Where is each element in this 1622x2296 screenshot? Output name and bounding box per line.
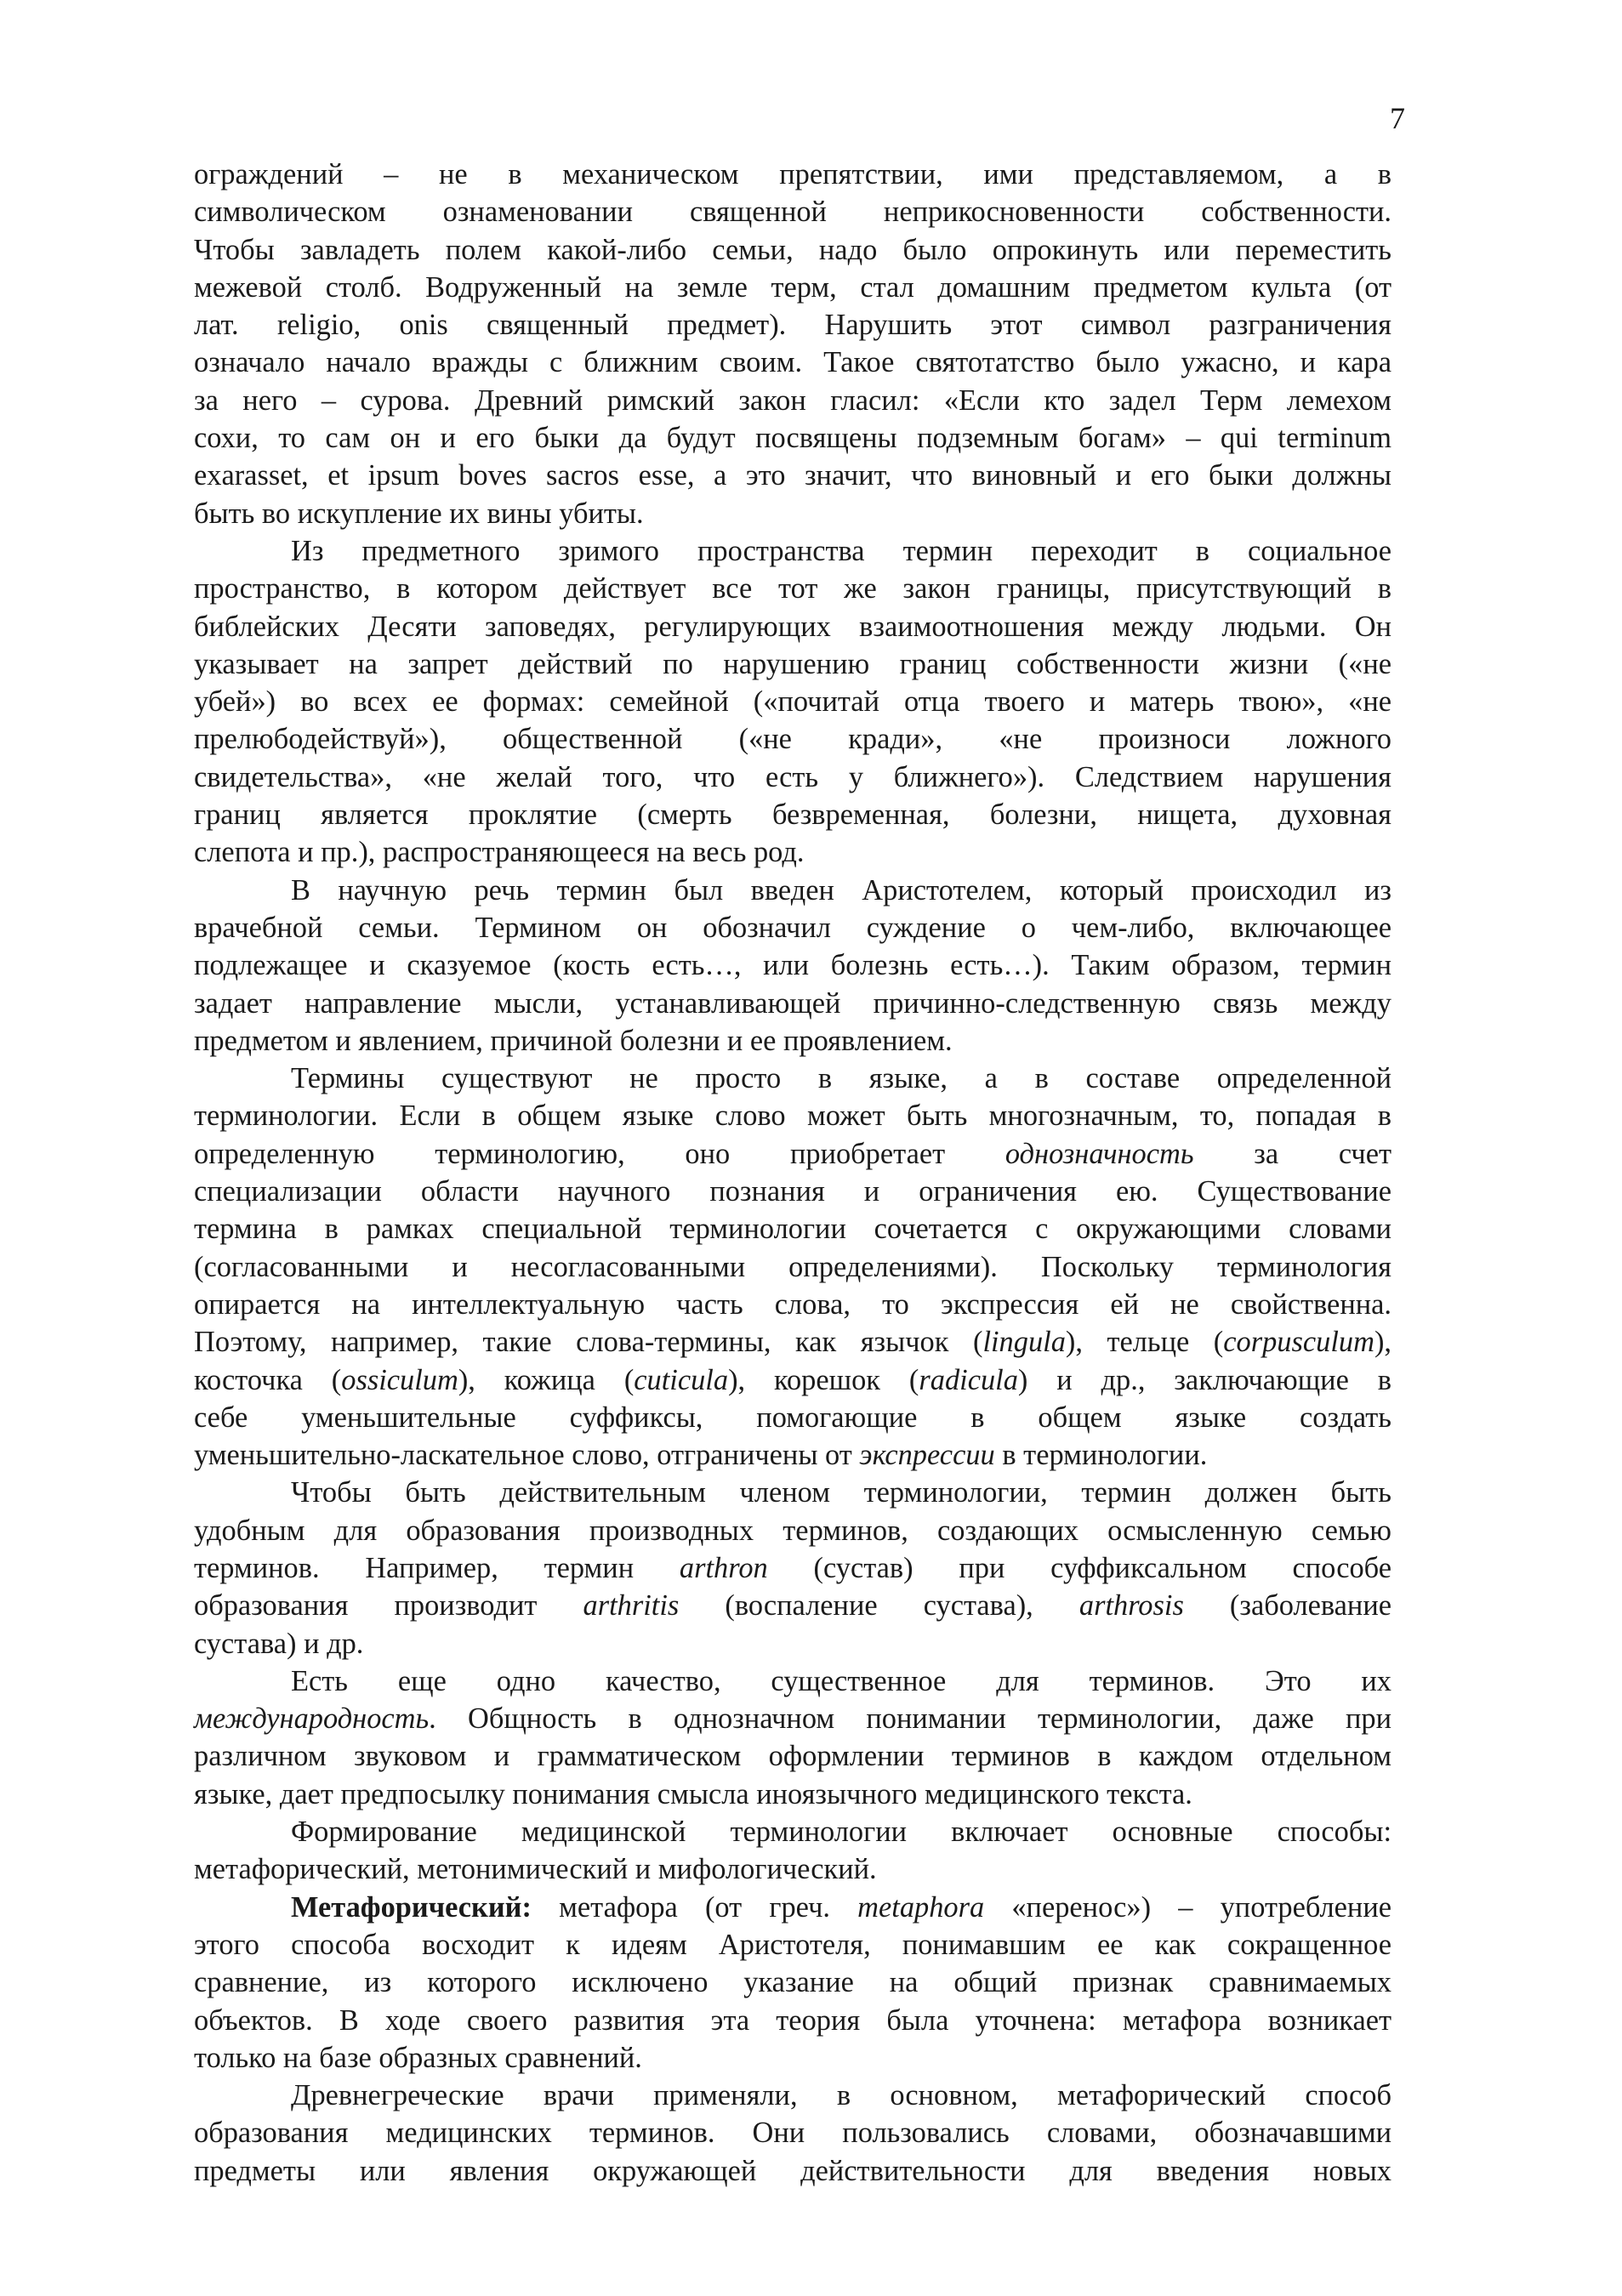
text-run: образования производит	[194, 1589, 583, 1623]
text-line: лат. religio, onis священный предмет). Нарушить этот символ разграничения	[194, 309, 1392, 342]
text-line: Есть еще одно качество, существенное для терминов. Это их	[291, 1664, 1392, 1697]
text-run: «перенос») – употребление	[984, 1890, 1392, 1924]
text-line: опирается на интеллектуальную часть слова, то экспрессия ей не свойственна.	[194, 1287, 1392, 1321]
text-line: терминологии. Если в общем языке слово может быть многозначным, то, попадая в	[194, 1100, 1392, 1133]
text-run: в терминологии.	[994, 1439, 1208, 1472]
text-line: сустава) и др.	[194, 1627, 364, 1660]
text-line	[194, 1361, 1392, 1399]
text-line: библейских Десяти заповедях, регулирующих взаимоотношения между людьми. Он	[194, 610, 1392, 643]
text-line: сохи, то сам он и его быки да будут посвящены подземным богам» – qui terminum	[194, 422, 1392, 455]
text-line: предметом и явлением, причиной болезни и ее проявлением.	[194, 1024, 953, 1057]
text-line: свидетельства», «не желай того, что есть у ближнего»). Следствием нарушения	[194, 760, 1392, 793]
text-run: метафора (от греч.	[531, 1890, 858, 1924]
text-line: (согласованными и несогласованными определениями). Поскольку терминология	[194, 1250, 1392, 1283]
text-line: exarasset, et ipsum boves sacros esse, а это значит, что виновный и его быки должны	[194, 459, 1392, 492]
text-line: метафорический, метонимический и мифологический.	[194, 1853, 877, 1886]
text-line: задает направление мысли, устанавливающей причинно-следственную связь между	[194, 986, 1392, 1020]
italic-term: однозначность	[1005, 1137, 1194, 1170]
text-line: этого способа восходит к идеям Аристотеля, понимавшим ее как сокращенное	[194, 1928, 1392, 1961]
text-run: . Общность в однозначном понимании терминологии, даже при	[429, 1702, 1392, 1736]
italic-term: arthrosis	[1078, 1589, 1184, 1623]
text-line: границ является проклятие (смерть безвременная, болезни, нищета, духовная	[194, 798, 1392, 832]
text-line: В научную речь термин был введен Аристотелем, который происходил из	[291, 873, 1392, 906]
italic-term: arthron	[679, 1551, 768, 1584]
text-line: за него – сурова. Древний римский закон гласил: «Если кто задел Терм лемехом	[194, 384, 1392, 417]
text-line: сравнение, из которого исключено указание на общий признак сравнимаемых	[194, 1966, 1392, 1999]
text-line: специализации области научного познания и ограничения ею. Существование	[194, 1175, 1392, 1208]
italic-term: metaphora	[857, 1890, 985, 1924]
text-line: себе уменьшительные суффиксы, помогающие в общем языке создать	[194, 1401, 1392, 1434]
text-run: (заболевание	[1183, 1589, 1392, 1623]
text-line: Из предметного зримого пространства термин переходит в социальное	[291, 534, 1392, 567]
text-run: за счет	[1193, 1137, 1392, 1170]
text-run: косточка (	[194, 1363, 342, 1396]
italic-term: lingula	[982, 1326, 1066, 1359]
text-line: Термины существуют не просто в языке, а в составе определенной	[291, 1062, 1392, 1095]
text-line: пространство, в котором действует все тот же закон границы, присутствующий в	[194, 572, 1392, 605]
text-run: (сустав) при суффиксальном способе	[767, 1551, 1392, 1584]
text-run: Поэтому, например, такие слова-термины, как язычок (	[194, 1326, 983, 1359]
text-line: Чтобы быть действительным членом терминологии, термин должен быть	[291, 1476, 1392, 1509]
text-line	[194, 1549, 1392, 1587]
text-line: межевой столб. Водруженный на земле терм, стал домашним предметом культа (от	[194, 270, 1392, 304]
text-run: (воспаление сустава),	[679, 1589, 1079, 1623]
bold-term: Метафорический:	[291, 1890, 532, 1924]
text-line: слепота и пр.), распространяющееся на весь род.	[194, 836, 805, 869]
text-run: терминов. Например, термин	[194, 1551, 680, 1584]
text-line: образования медицинских терминов. Они пользовались словами, обозначавшими	[194, 2117, 1392, 2150]
text-line: подлежащее и сказуемое (кость есть…, или болезнь есть…). Таким образом, термин	[194, 949, 1392, 982]
text-line	[194, 1436, 1392, 1474]
body-text	[194, 156, 1392, 2190]
text-line: Формирование медицинской терминологии включает основные способы:	[291, 1816, 1392, 1849]
text-line: объектов. В ходе своего развития эта теория была уточнена: метафора возникает	[194, 2003, 1392, 2037]
italic-term: международность	[194, 1702, 430, 1736]
italic-term: corpusculum	[1223, 1326, 1374, 1359]
text-line: различном звуковом и грамматическом оформлении терминов в каждом отдельном	[194, 1740, 1392, 1773]
text-line: Древнегреческие врачи применяли, в основном, метафорический способ	[291, 2079, 1392, 2112]
text-line: предметы или явления окружающей действительности для введения новых	[194, 2154, 1392, 2187]
text-run: определенную терминологию, оно приобретает	[194, 1137, 1005, 1170]
text-line: языке, дает предпосылку понимания смысла иноязычного медицинского текста.	[194, 1777, 1192, 1810]
text-line: Чтобы завладеть полем какой-либо семьи, надо было опрокинуть или переместить	[194, 233, 1392, 266]
text-run: ),	[1374, 1326, 1392, 1359]
text-line: врачебной семьи. Термином он обозначил суждение о чем-либо, включающее	[194, 911, 1392, 944]
text-line: удобным для образования производных терминов, создающих осмысленную семью	[194, 1514, 1392, 1547]
text-line	[194, 1587, 1392, 1624]
italic-term: radicula	[919, 1363, 1018, 1396]
text-line: ограждений – не в механическом препятствии, ими представляемом, а в	[194, 158, 1392, 190]
italic-term: экспрессии	[859, 1439, 995, 1472]
text-line: только на базе образных сравнений.	[194, 2041, 642, 2074]
text-line: символическом ознаменовании священной неприкосновенности собственности.	[194, 196, 1392, 229]
text-run: ), корешок (	[728, 1363, 919, 1396]
text-line	[194, 1889, 1392, 1926]
text-run: ), кожица (	[458, 1363, 635, 1396]
page-number: 7	[1390, 101, 1405, 135]
text-line	[194, 1700, 1392, 1737]
text-line: быть во искупление их вины убиты.	[194, 497, 644, 530]
text-line: прелюбодействуй»), общественной («не кради», «не произноси ложного	[194, 723, 1392, 756]
italic-term: arthritis	[583, 1589, 680, 1623]
italic-term: cuticula	[634, 1363, 729, 1396]
text-line: означало начало вражды с ближним своим. Такое святотатство было ужасно, и кара	[194, 346, 1392, 379]
text-line	[194, 1323, 1392, 1361]
text-line: убей») во всех ее формах: семейной («почитай отца твоего и матерь твою», «не	[194, 685, 1392, 719]
text-run: ) и др., заключающие в	[1017, 1363, 1392, 1396]
text-run: ), тельце (	[1065, 1326, 1224, 1359]
text-line: термина в рамках специальной терминологии сочетается с окружающими словами	[194, 1213, 1392, 1246]
text-run: уменьшительно-ласкательное слово, отграничены от	[194, 1439, 860, 1472]
text-line	[194, 1135, 1392, 1173]
text-line: указывает на запрет действий по нарушению границ собственности жизни («не	[194, 647, 1392, 680]
italic-term: ossiculum	[341, 1363, 458, 1396]
